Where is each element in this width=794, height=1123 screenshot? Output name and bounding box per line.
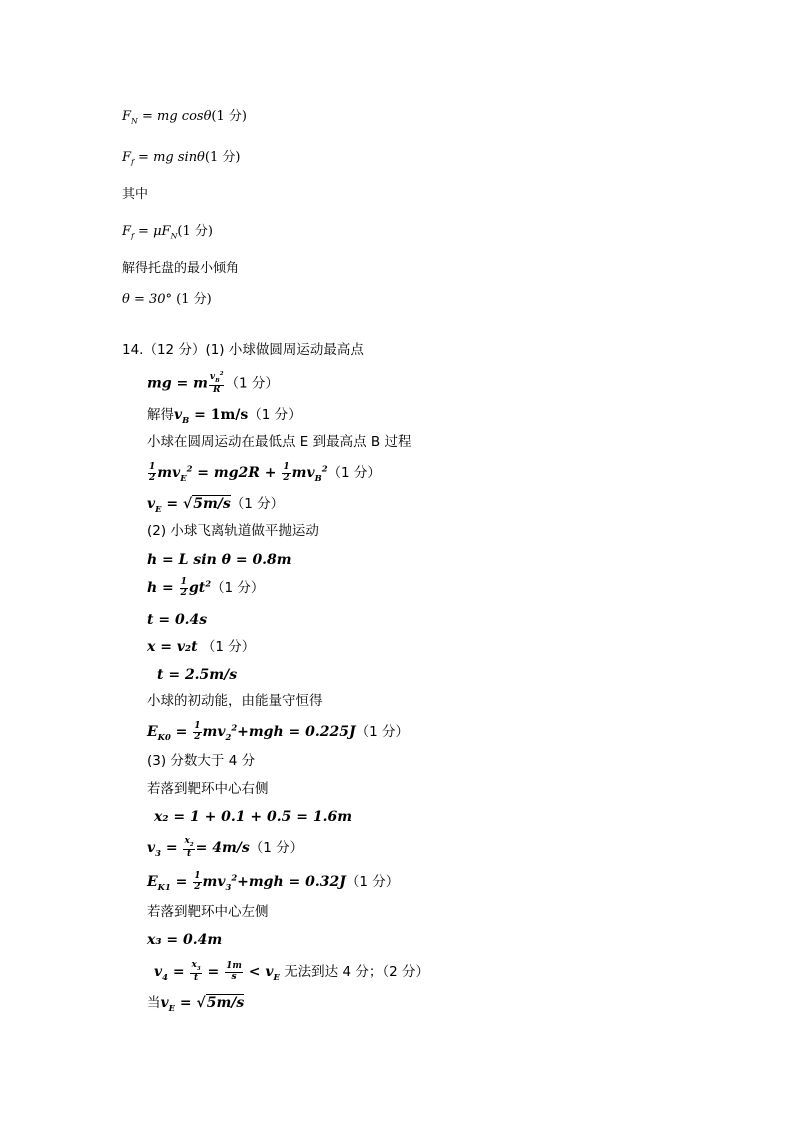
text-line: 小球在圆周运动在最低点 E 到最高点 B 过程: [147, 434, 412, 450]
score-mark: (1 分): [177, 224, 213, 239]
speed-b-value: 1m/s: [210, 407, 249, 423]
angle-result-line: [122, 293, 212, 306]
text-line: 若落到靶环中心右侧: [147, 781, 269, 797]
score-mark: (1 分): [211, 109, 247, 124]
text-line: 若落到靶环中心左侧: [147, 904, 269, 920]
initial-kinetic-energy-equation: $E_{K0}$ = $\frac{1}{2}$ $mv_2^2+mgh = 0.225J(1$ 分）: [147, 721, 409, 742]
equation: $F_N$ = mg cosθ: [122, 109, 212, 126]
question-14-header: 14.（12 分）(1) 小球做圆周运动最高点: [122, 342, 364, 358]
horizontal-distance-equation: x = v₂t （1 分）: [147, 639, 256, 655]
text-line: 解得托盘的最小倾角: [122, 261, 240, 276]
score-mark: （2 分）: [382, 963, 429, 980]
distance-left-equation: x₃ = 0.4m: [147, 932, 223, 948]
score-mark: (1 分): [204, 150, 241, 165]
score-mark: (1 分): [176, 292, 212, 307]
part-3-title: (3) 分数大于 4 分: [147, 753, 256, 769]
score-mark: （1 分）: [355, 723, 409, 740]
friction-relation-line: [122, 225, 213, 240]
speed-v3-equation: $v_3$ = $\frac{x_2}{t}$ = 4m/s（1 分）: [147, 836, 304, 859]
kinetic-energy-e1-equation: $E_{K1}$ = $\frac{1}{2}$ $mv_3^2+mgh = 0.32J(1$ 分）: [147, 871, 400, 892]
speed-e-line: $v_E = √5m/s(1$ 分）: [147, 496, 285, 514]
score-mark: （1 分）: [225, 375, 279, 392]
final-speed-line: 当$v_E = √5m/s$: [147, 995, 245, 1013]
force-friction-line: [122, 151, 240, 166]
speed-e-value: 5m/s: [193, 496, 231, 512]
score-mark: （1 分）: [327, 464, 381, 481]
conclusion-text: 无法到达 4 分；: [284, 963, 383, 980]
force-normal-line: [122, 110, 247, 125]
final-speed-value: 5m/s: [206, 995, 245, 1011]
score-mark: （1 分）: [249, 839, 304, 856]
speed-result: t = 2.5m/s: [157, 667, 238, 683]
speed-b-line: 解得$v_B = 1m/s(1$ 分）: [147, 407, 302, 425]
part-2-title: (2) 小球飞离轨道做平抛运动: [147, 523, 319, 539]
text-line: 小球的初动能，由能量守恒得: [147, 693, 323, 709]
score-mark: （1 分）: [248, 407, 302, 423]
energy-conservation-equation: $\frac{1}{2}$ $mv_E^2 = mg2R$ + $\frac{1}{2}$ $mv_B^2(1$ 分）: [149, 462, 381, 483]
score-mark: （1 分）: [230, 496, 285, 512]
fall-time-equation: h = $\frac{1}{2}$ $gt^2(1$ 分）: [147, 577, 265, 598]
distance-right-equation: x₂ = 1 + 0.1 + 0.5 = 1.6m: [154, 809, 353, 825]
equation: $F_f = \mu F_N$: [122, 224, 178, 241]
centripetal-equation: mg = m $\frac{v_B^2}{R}$ （1 分）: [147, 371, 279, 395]
equation: θ = 30°: [122, 292, 173, 307]
score-mark: （1 分）: [201, 639, 256, 655]
speed-v4-equation: $v_4$ = $\frac{x_3}{t}$ = $\frac{1m}{s}$ < $v_E$ 无法到达 4 分；（2 分）: [154, 960, 429, 983]
score-mark: （1 分）: [345, 873, 400, 890]
time-result: t = 0.4s: [147, 612, 208, 628]
equation: $F_f$ = mg sinθ: [122, 150, 205, 167]
text-line: 其中: [122, 187, 149, 202]
height-equation: h = L sin θ = 0.8m: [147, 552, 292, 568]
score-mark: （1 分）: [211, 579, 265, 596]
